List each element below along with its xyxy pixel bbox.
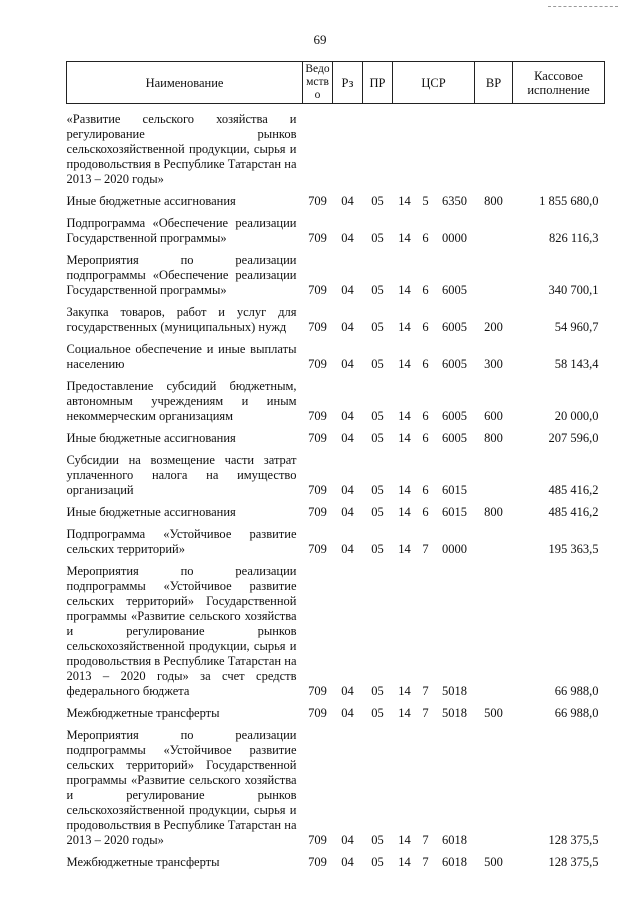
row-vr: 300: [484, 357, 503, 371]
row-amount: 485 416,2: [548, 483, 599, 497]
row-vr: [475, 251, 513, 303]
row-name: Предоставление субсидий бюджетным, автономным учреждениям и иным некоммерческим организациям: [66, 379, 297, 423]
row-pr: [363, 110, 393, 192]
row-name: «Развитие сельского хозяйства и регулирование рынков сельскохозяйственной продукции, сырья и продовольствия в Республике Татарстан на 2013 – 2020 годы»: [66, 112, 297, 186]
row-rz: 04: [341, 483, 354, 497]
table-row: [67, 110, 605, 192]
row-amount: 485 416,2: [548, 505, 599, 519]
row-amount: 128 375,5: [548, 833, 599, 847]
header-vr: ВР: [475, 62, 513, 104]
row-csr-program: 14: [398, 684, 411, 698]
row-name: Иные бюджетные ассигнования: [66, 431, 236, 445]
row-csr-program: 14: [398, 505, 411, 519]
row-csr-direction: 6005: [442, 409, 468, 423]
row-csr-program: 14: [398, 231, 411, 245]
row-rz: [333, 110, 363, 192]
row-rz: 04: [341, 706, 354, 720]
row-rz: 04: [341, 320, 354, 334]
row-csr-program: 14: [398, 320, 411, 334]
row-ved: 709: [308, 194, 327, 208]
row-csr-subprogram: [417, 110, 435, 192]
page-number: 69: [313, 32, 327, 47]
table-row: [67, 726, 605, 853]
row-csr-direction: 6350: [442, 194, 468, 208]
table-row: [67, 704, 605, 726]
row-vr: 500: [484, 706, 503, 720]
row-ved: 709: [308, 505, 327, 519]
row-csr-subprogram: 6: [422, 357, 429, 371]
row-ved: 709: [308, 283, 327, 297]
row-csr-direction: 6005: [442, 357, 468, 371]
row-amount: 207 596,0: [548, 431, 599, 445]
row-pr: 05: [371, 505, 384, 519]
header-pr: ПР: [363, 62, 393, 104]
row-name: Иные бюджетные ассигнования: [66, 505, 236, 519]
row-amount: 66 988,0: [554, 706, 599, 720]
table-row: [67, 451, 605, 503]
row-csr-program: 14: [398, 483, 411, 497]
row-csr-direction: 0000: [442, 231, 468, 245]
row-csr-direction: 0000: [442, 542, 468, 556]
row-csr-program: 14: [398, 855, 411, 869]
row-csr-subprogram: 7: [422, 542, 429, 556]
table-row: [67, 562, 605, 704]
row-pr: 05: [371, 231, 384, 245]
row-rz: 04: [341, 409, 354, 423]
row-vr: 800: [484, 194, 503, 208]
row-csr-direction: 6018: [442, 833, 468, 847]
row-rz: 04: [341, 431, 354, 445]
table-row: [67, 429, 605, 451]
row-csr-subprogram: 7: [422, 684, 429, 698]
table-header: [67, 62, 605, 104]
row-name: Мероприятия по реализации подпрограммы «Обеспечение реализации Государственной программы»: [66, 253, 297, 297]
row-csr-direction: 6005: [442, 320, 468, 334]
row-pr: 05: [371, 431, 384, 445]
row-pr: 05: [371, 833, 384, 847]
row-ved: 709: [308, 706, 327, 720]
row-ved: 709: [308, 855, 327, 869]
row-csr-subprogram: 5: [422, 194, 429, 208]
table-row: [67, 214, 605, 251]
row-vr: [475, 110, 513, 192]
row-csr-program: 14: [398, 283, 411, 297]
row-amount: 340 700,1: [548, 283, 599, 297]
row-ved: 709: [308, 431, 327, 445]
table-row: [67, 853, 605, 875]
row-rz: 04: [341, 542, 354, 556]
row-ved: 709: [308, 357, 327, 371]
row-name: Закупка товаров, работ и услуг для государственных (муниципальных) нужд: [66, 305, 297, 334]
row-name: Иные бюджетные ассигнования: [66, 194, 236, 208]
row-amount: [513, 110, 605, 192]
row-csr-direction: 6015: [442, 483, 468, 497]
row-ved: 709: [308, 833, 327, 847]
row-vr: 500: [484, 855, 503, 869]
row-pr: 05: [371, 483, 384, 497]
row-csr-subprogram: 6: [422, 483, 429, 497]
row-amount: 128 375,5: [548, 855, 599, 869]
row-amount: 66 988,0: [554, 684, 599, 698]
row-csr-subprogram: 7: [422, 833, 429, 847]
row-csr-program: 14: [398, 706, 411, 720]
row-pr: 05: [371, 283, 384, 297]
row-pr: 05: [371, 542, 384, 556]
table-row: [67, 377, 605, 429]
row-vr: [475, 562, 513, 704]
row-csr-program: 14: [398, 357, 411, 371]
row-csr-subprogram: 6: [422, 231, 429, 245]
table-row: [67, 340, 605, 377]
header-ved: Ведомство: [303, 62, 333, 104]
row-vr: [475, 525, 513, 562]
row-vr: 800: [484, 431, 503, 445]
row-amount: 54 960,7: [554, 320, 599, 334]
row-rz: 04: [341, 283, 354, 297]
row-rz: 04: [341, 855, 354, 869]
row-pr: 05: [371, 194, 384, 208]
row-vr: 600: [484, 409, 503, 423]
row-pr: 05: [371, 320, 384, 334]
row-csr-subprogram: 7: [422, 706, 429, 720]
row-csr-subprogram: 6: [422, 505, 429, 519]
row-name: Подпрограмма «Устойчивое развитие сельских территорий»: [66, 527, 297, 556]
row-name: Межбюджетные трансферты: [66, 706, 220, 720]
table-row: [67, 525, 605, 562]
row-csr-direction: [435, 110, 475, 192]
row-csr-direction: 6018: [442, 855, 468, 869]
row-ved: 709: [308, 320, 327, 334]
row-pr: 05: [371, 357, 384, 371]
row-name: Социальное обеспечение и иные выплаты населению: [66, 342, 297, 371]
row-csr-subprogram: 6: [422, 283, 429, 297]
row-csr-subprogram: 6: [422, 409, 429, 423]
row-csr-direction: 5018: [442, 684, 468, 698]
row-pr: 05: [371, 684, 384, 698]
row-name: Субсидии на возмещение части затрат уплаченного налога на имущество организаций: [66, 453, 297, 497]
row-ved: 709: [308, 684, 327, 698]
row-name: Подпрограмма «Обеспечение реализации Государственной программы»: [66, 216, 297, 245]
row-ved: 709: [308, 542, 327, 556]
row-name: Мероприятия по реализации подпрограммы «Устойчивое развитие сельских территорий» Государственной программы «Развитие сельского хозяйства и регулирование рынков сельскохозяйственной продукции, сырья и продовольствия в Республике Татарстан на 2013 – 2020 годы» за счет средств федерального бюджета: [66, 564, 297, 698]
header-name: Наименование: [67, 62, 303, 104]
row-ved: 709: [308, 231, 327, 245]
row-ved: 709: [308, 409, 327, 423]
budget-table: [66, 61, 605, 875]
row-vr: [475, 451, 513, 503]
row-csr-program: 14: [398, 409, 411, 423]
row-rz: 04: [341, 505, 354, 519]
row-rz: 04: [341, 833, 354, 847]
row-amount: 58 143,4: [554, 357, 599, 371]
row-vr: 200: [484, 320, 503, 334]
row-pr: 05: [371, 409, 384, 423]
row-csr-subprogram: 7: [422, 855, 429, 869]
row-csr-direction: 6015: [442, 505, 468, 519]
row-csr-subprogram: 6: [422, 431, 429, 445]
table-row: [67, 251, 605, 303]
table-row: [67, 503, 605, 525]
row-vr: [475, 214, 513, 251]
row-ved: [303, 110, 333, 192]
row-rz: 04: [341, 357, 354, 371]
row-amount: 1 855 680,0: [539, 194, 599, 208]
row-rz: 04: [341, 231, 354, 245]
header-csr: ЦСР: [393, 62, 475, 104]
row-csr-program: 14: [398, 431, 411, 445]
table-row: [67, 192, 605, 214]
table-body: [67, 104, 605, 876]
header-amount: Кассовое исполнение: [513, 62, 605, 104]
row-name: Межбюджетные трансферты: [66, 855, 220, 869]
row-csr-program: 14: [398, 833, 411, 847]
row-amount: 195 363,5: [548, 542, 599, 556]
row-csr-program: 14: [398, 542, 411, 556]
header-rz: Рз: [333, 62, 363, 104]
row-csr-direction: 5018: [442, 706, 468, 720]
row-vr: [475, 726, 513, 853]
row-rz: 04: [341, 194, 354, 208]
row-ved: 709: [308, 483, 327, 497]
scan-artifact-line: [548, 6, 618, 7]
row-rz: 04: [341, 684, 354, 698]
row-csr-subprogram: 6: [422, 320, 429, 334]
row-amount: 20 000,0: [554, 409, 599, 423]
row-amount: 826 116,3: [548, 231, 599, 245]
row-csr-program: 14: [398, 194, 411, 208]
row-csr-program: [393, 110, 417, 192]
table-row: [67, 303, 605, 340]
row-csr-direction: 6005: [442, 431, 468, 445]
row-name: Мероприятия по реализации подпрограммы «Устойчивое развитие сельских территорий» Государственной программы «Развитие сельского хозяйства и регулирование рынков сельскохозяйственной продукции, сырья и продовольствия в Республике Татарстан на 2013 – 2020 годы»: [66, 728, 297, 847]
row-vr: 800: [484, 505, 503, 519]
row-pr: 05: [371, 855, 384, 869]
row-csr-direction: 6005: [442, 283, 468, 297]
row-pr: 05: [371, 706, 384, 720]
